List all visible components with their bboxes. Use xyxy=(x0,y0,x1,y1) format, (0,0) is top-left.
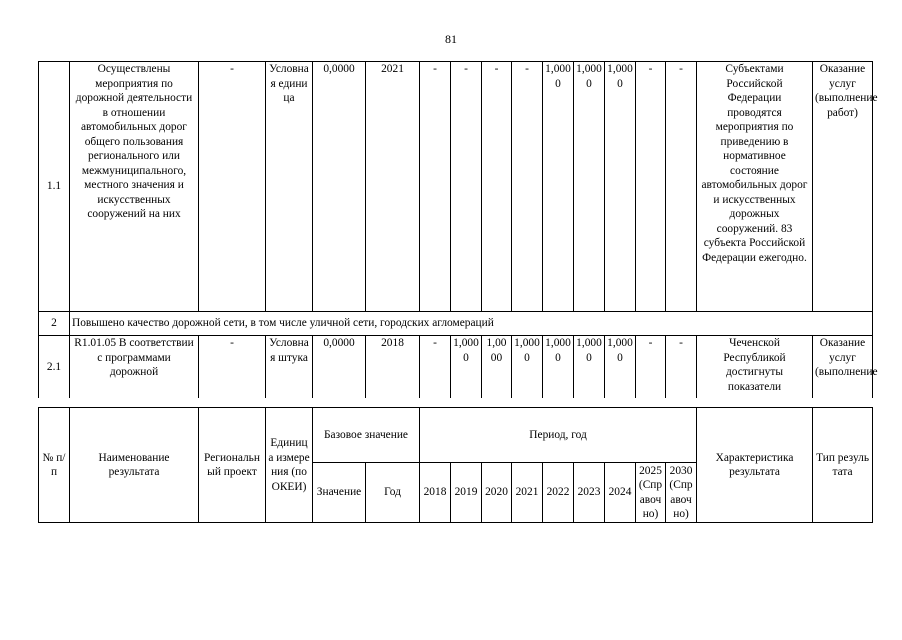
result-name: Осуществлены мероприятия по дорожной деятельности в отношении автомобильных дорог общего пользования регионального или межмуниципального, местного значения и искусственных сооружений на них xyxy=(70,62,199,312)
regional-project: - xyxy=(199,62,266,312)
header-num: № п/п xyxy=(39,408,70,523)
period-2030: - xyxy=(666,62,697,312)
period-2030: - xyxy=(666,336,697,398)
row-number: 2.1 xyxy=(39,336,70,398)
result-type: Оказание услуг (выполнение работ) xyxy=(813,62,873,312)
period-2020: - xyxy=(482,62,512,312)
header-year-2020: 2020 xyxy=(482,463,512,523)
period-2024: 1,0000 xyxy=(605,336,636,398)
result-characteristic: Чеченской Республикой достигнуты показатели xyxy=(723,337,786,393)
header-regional-project: Региональный проект xyxy=(199,408,266,523)
header-unit: Единица измерения (по ОКЕИ) xyxy=(266,408,313,523)
header-type: Тип результата xyxy=(813,408,873,523)
section-title: Повышено качество дорожной сети, в том числе уличной сети, городских агломераций xyxy=(70,312,873,336)
header-year-2018: 2018 xyxy=(420,463,451,523)
header-row xyxy=(39,408,873,463)
results-table-continuation xyxy=(38,61,878,398)
header-year-2022: 2022 xyxy=(543,463,574,523)
period-2021: 1,0000 xyxy=(512,336,543,398)
base-value: 0,0000 xyxy=(313,62,366,312)
row-number: 1.1 xyxy=(39,62,70,312)
regional-project: - xyxy=(199,336,266,398)
table-row xyxy=(39,62,873,312)
period-2019: - xyxy=(451,62,482,312)
header-name: Наименование результата xyxy=(70,408,199,523)
header-year-2019: 2019 xyxy=(451,463,482,523)
period-2022: 1,0000 xyxy=(543,336,574,398)
unit: Условная штука xyxy=(266,336,313,398)
header-base-value: Значение xyxy=(313,463,366,523)
section-number: 2 xyxy=(39,312,70,336)
page-number: 81 xyxy=(445,32,457,46)
base-year: 2018 xyxy=(366,336,420,398)
header-year-2030: 2030 (Справочно) xyxy=(666,463,697,523)
header-base-year: Год xyxy=(366,463,420,523)
base-value: 0,0000 xyxy=(313,336,366,398)
section-row xyxy=(39,312,873,336)
period-2025: - xyxy=(636,336,666,398)
header-period-group: Период, год xyxy=(420,408,697,463)
header-characteristic: Характеристика результата xyxy=(697,408,813,523)
period-2018: - xyxy=(420,336,451,398)
table-row xyxy=(39,336,873,398)
period-2022: 1,0000 xyxy=(543,62,574,312)
period-2024: 1,0000 xyxy=(605,62,636,312)
header-year-2025: 2025 (Справочно) xyxy=(636,463,666,523)
header-base-group: Базовое значение xyxy=(313,408,420,463)
header-year-2023: 2023 xyxy=(574,463,605,523)
period-2018: - xyxy=(420,62,451,312)
period-2025: - xyxy=(636,62,666,312)
period-2023: 1,0000 xyxy=(574,336,605,398)
period-2021: - xyxy=(512,62,543,312)
base-year: 2021 xyxy=(366,62,420,312)
unit: Условная единица xyxy=(266,62,313,312)
period-2020: 1,0000 xyxy=(482,336,512,398)
results-table-header xyxy=(38,407,873,523)
result-characteristic: Субъектами Российской Федерации проводятся мероприятия по приведению в нормативное состояние автомобильных дорог и искусственных дорожных сооружений. 83 субъекта Российской Федерации ежегодно. xyxy=(697,62,813,312)
header-year-2021: 2021 xyxy=(512,463,543,523)
header-year-2024: 2024 xyxy=(605,463,636,523)
period-2019: 1,0000 xyxy=(451,336,482,398)
result-name: R1.01.05 В соответствии с программами дорожной xyxy=(74,337,194,378)
period-2023: 1,0000 xyxy=(574,62,605,312)
result-type: Оказание услуг (выполнение xyxy=(815,337,878,378)
